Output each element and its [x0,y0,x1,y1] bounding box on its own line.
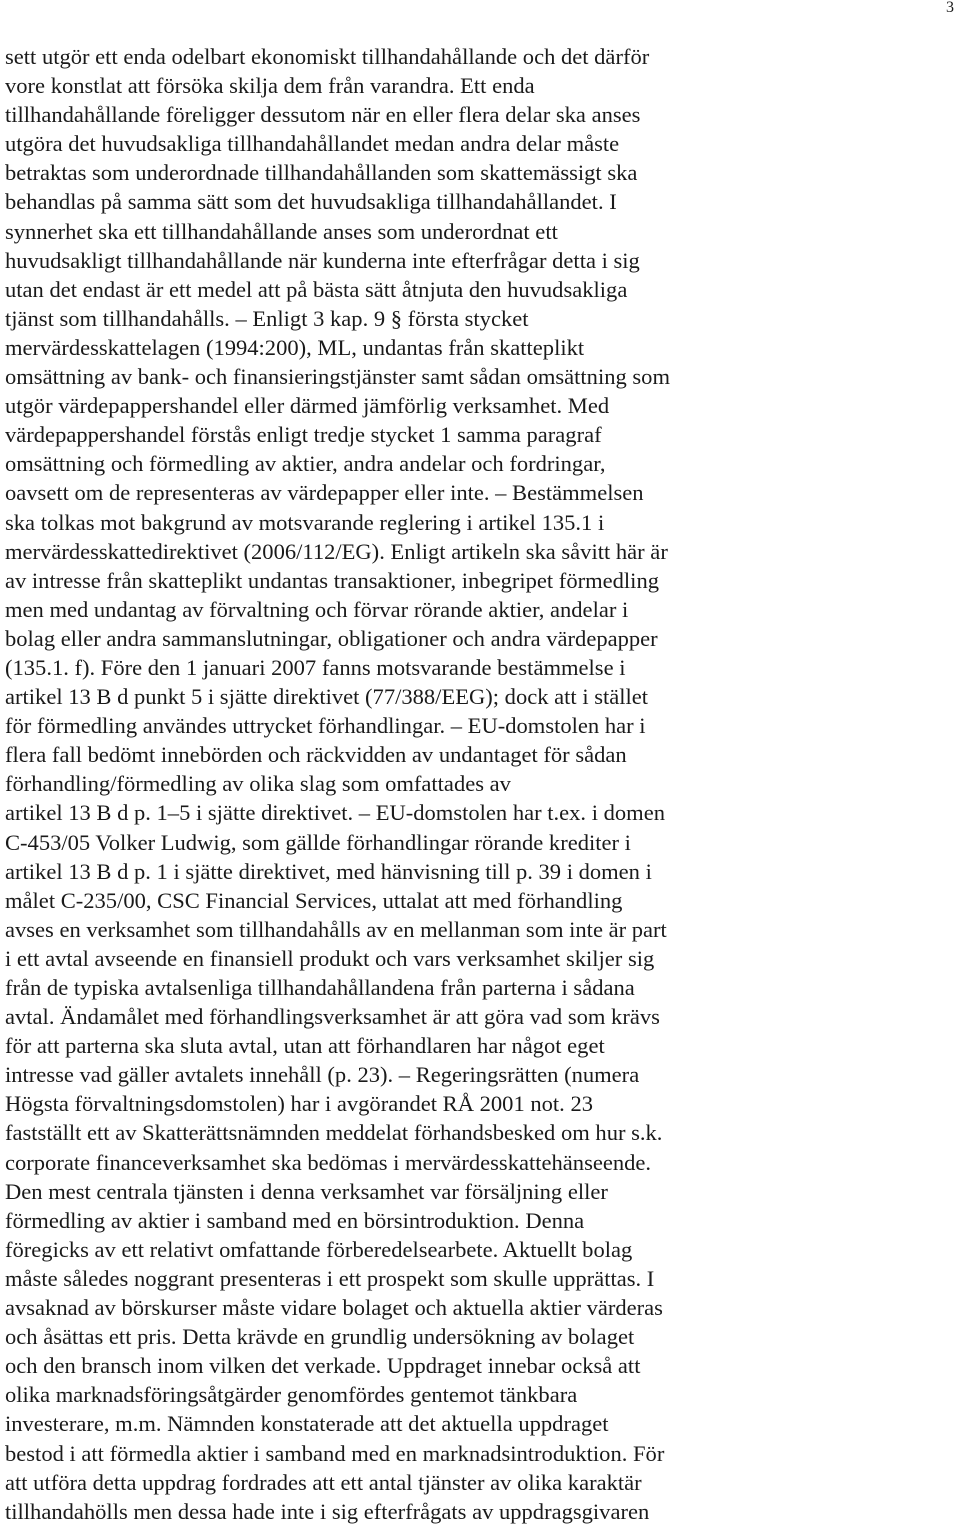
text-line: intresse vad gäller avtalets innehåll (p. 23). – Regeringsrätten (numera [5,1062,640,1088]
text-line: artikel 13 B d p. 1–5 i sjätte direktivet. – EU-domstolen har t.ex. i domen [5,800,665,826]
text-line: artikel 13 B d p. 1 i sjätte direktivet, med hänvisning till p. 39 i domen i [5,858,652,884]
text-line: tillhandahållande föreligger dessutom när en eller flera delar ska anses [5,102,641,128]
text-line: behandlas på samma sätt som det huvudsakliga tillhandahållandet. I [5,189,617,215]
text-line: ska tolkas mot bakgrund av motsvarande reglering i artikel 135.1 i [5,509,605,535]
text-line: och åsättas ett pris. Detta krävde en grundlig undersökning av bolaget [5,1324,635,1350]
text-line: att utföra detta uppdrag fordrades att ett antal tjänster av olika karaktär [5,1469,642,1495]
text-line: för förmedling användes uttrycket förhandlingar. – EU-domstolen har i [5,713,646,739]
page-number: 3 [946,0,954,16]
text-line: Högsta förvaltningsdomstolen) har i avgörandet RÅ 2001 not. 23 [5,1091,593,1117]
text-line: olika marknadsföringsåtgärder genomfördes gentemot tänkbara [5,1382,578,1408]
text-line: bolag eller andra sammanslutningar, obligationer och andra värdepapper [5,625,658,651]
text-line: av intresse från skatteplikt undantas transaktioner, inbegripet förmedling [5,567,659,593]
text-line: mervärdesskattedirektivet (2006/112/EG). Enligt artikeln ska såvitt här är [5,538,668,564]
text-line: (135.1. f). Före den 1 januari 2007 fanns motsvarande bestämmelse i [5,654,626,680]
text-line: i ett avtal avseende en finansiell produkt och vars verksamhet skiljer sig [5,945,655,971]
text-line: artikel 13 B d punkt 5 i sjätte direktivet (77/388/EEG); dock att i stället [5,684,649,710]
text-line: synnerhet ska ett tillhandahållande anses som underordnat ett [5,218,558,244]
text-line: investerare, m.m. Nämnden konstaterade att det aktuella uppdraget [5,1411,609,1437]
text-line: C-453/05 Volker Ludwig, som gällde förhandlingar rörande krediter i [5,829,631,855]
text-line: vore konstlat att försöka skilja dem från varandra. Ett enda [5,73,535,99]
text-line: målet C-235/00, CSC Financial Services, uttalat att med förhandling [5,887,623,913]
text-line: omsättning och förmedling av aktier, andra andelar och fordringar, [5,451,606,477]
text-line: flera fall bedömt innebörden och räckvidden av undantaget för sådan [5,742,627,768]
text-line: utgör värdepappershandel eller därmed jämförlig verksamhet. Med [5,393,610,419]
text-line: måste således noggrant presenteras i ett prospekt som skulle upprättas. I [5,1265,655,1291]
text-line: för att parterna ska sluta avtal, utan att förhandlaren har något eget [5,1033,605,1059]
text-line: från de typiska avtalsenliga tillhandahållandena från parterna i sådana [5,975,635,1000]
text-line: avses en verksamhet som tillhandahålls av en mellanman som inte är part [5,916,667,942]
body-text [5,42,955,1526]
text-line: men med undantag av förvaltning och förvar rörande aktier, andelar i [5,596,629,622]
text-line: omsättning av bank- och finansieringstjänster samt sådan omsättning som [5,364,671,390]
text-line: utan det endast är ett medel att på bästa sätt åtnjuta den huvudsakliga [5,276,628,302]
text-line: avsaknad av börskurser måste vidare bolaget och aktuella aktier värderas [5,1295,663,1321]
text-line: huvudsakligt tillhandahållande när kunderna inte efterfrågar detta i sig [5,247,640,273]
text-line: Den mest centrala tjänsten i denna verksamhet var försäljning eller [5,1178,608,1204]
text-line: oavsett om de representeras av värdepapper eller inte. – Bestämmelsen [5,480,644,506]
text-line: avtal. Ändamålet med förhandlingsverksamhet är att göra vad som krävs [5,1004,660,1030]
text-line: corporate financeverksamhet ska bedömas i mervärdesskattehänseende. [5,1149,652,1175]
text-line: bestod i att förmedla aktier i samband med en marknadsintroduktion. För [5,1440,665,1466]
text-line: och den bransch inom vilken det verkade. Uppdraget innebar också att [5,1353,641,1379]
text-line: sett utgör ett enda odelbart ekonomiskt tillhandahållande och det därför [5,44,650,69]
text-line: förmedling av aktier i samband med en börsintroduktion. Denna [5,1207,585,1233]
text-line: utgöra det huvudsakliga tillhandahållandet medan andra delar måste [5,131,620,157]
text-line: förhandling/förmedling av olika slag som omfattades av [5,771,511,797]
text-line: betraktas som underordnade tillhandahållanden som skattemässigt ska [5,160,638,186]
text-line: föregicks av ett relativt omfattande förberedelsearbete. Aktuellt bolag [5,1236,633,1262]
text-line: tjänst som tillhandahålls. – Enligt 3 kap. 9 § första stycket [5,305,529,331]
text-line: fastställt ett av Skatterättsnämnden meddelat förhandsbesked om hur s.k. [5,1120,663,1146]
text-line: mervärdesskattelagen (1994:200), ML, undantas från skatteplikt [5,334,585,360]
text-line: tillhandahölls men dessa hade inte i sig efterfrågats av uppdragsgivaren [5,1498,650,1524]
text-line: värdepappershandel förstås enligt tredje stycket 1 samma paragraf [5,422,602,448]
